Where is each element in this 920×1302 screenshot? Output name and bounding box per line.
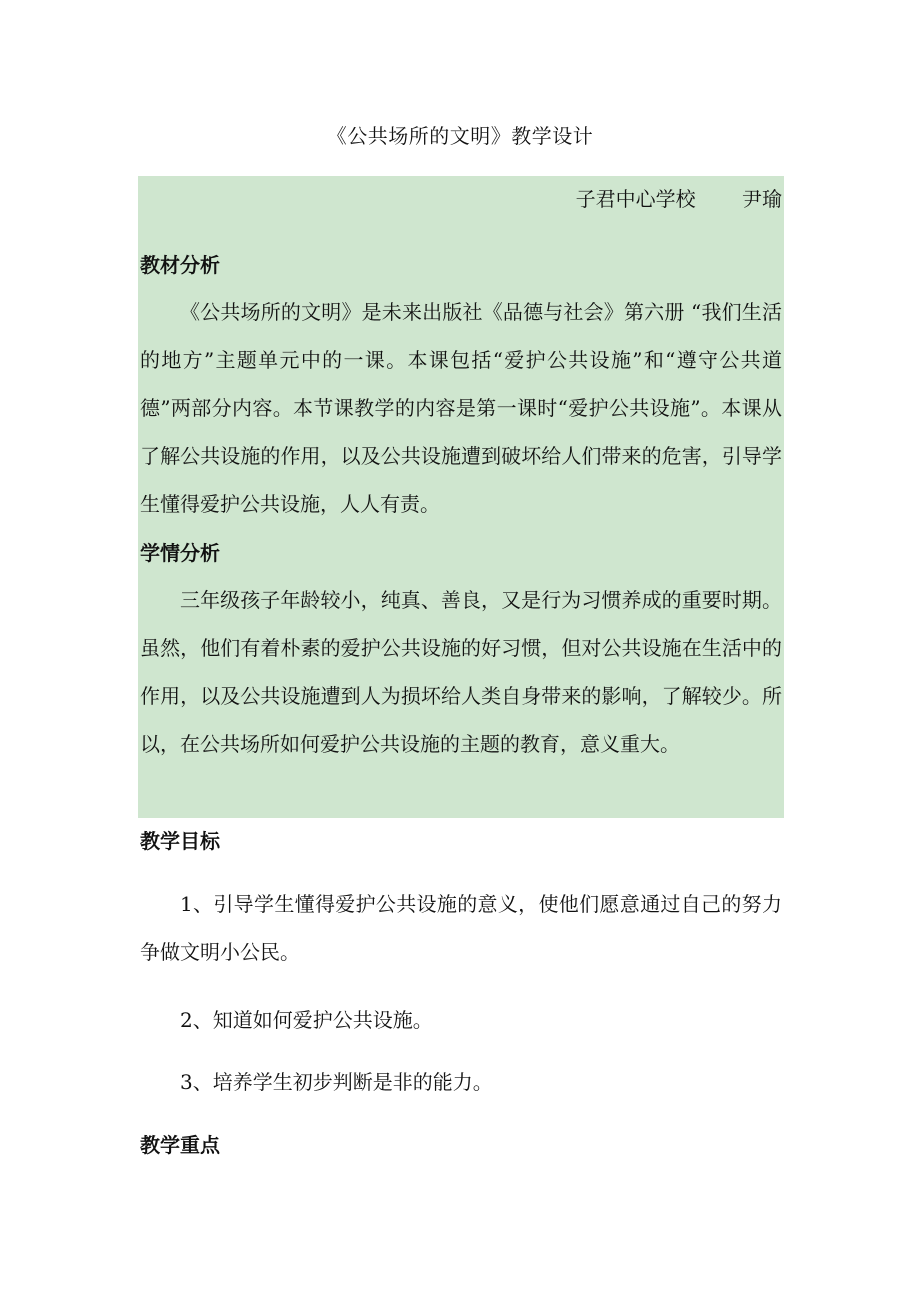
heading-teaching-goals: 教学目标 [140,829,220,853]
author-line: 子君中心学校 尹瑜 [575,187,782,211]
heading-material-analysis: 教材分析 [140,253,220,277]
paragraph-student-analysis: 三年级孩子年龄较小，纯真、善良，又是行为习惯养成的重要时期。虽然，他们有着朴素的爱护公共设施的好习惯，但对公共设施在生活中的作用，以及公共设施遭到人为损坏给人类自身带来的影响，了解较少。所以，在公共场所如何爱护公共设施的主题的教育，意义重大。 [140,588,782,756]
heading-student-analysis: 学情分析 [140,541,220,565]
goal-item-1: 1、引导学生懂得爱护公共设施的意义，使他们愿意通过自己的努力争做文明小公民。 [140,892,782,964]
goal-item-2: 2、知道如何爱护公共设施。 [180,1008,433,1032]
goal-item-3: 3、培养学生初步判断是非的能力。 [180,1070,493,1094]
paragraph-material-analysis: 《公共场所的文明》是未来出版社《品德与社会》第六册 “我们生活的地方”主题单元中的一课。本课包括“爱护公共设施”和“遵守公共道德”两部分内容。本节课教学的内容是第一课时“爱护公共设施”。本课从了解公共设施的作用，以及公共设施遭到破坏给人们带来的危害，引导学生懂得爱护公共设施，人人有责。 [140,300,782,516]
document-title: 《公共场所的文明》教学设计 [326,124,594,148]
heading-teaching-key-points: 教学重点 [140,1133,220,1157]
